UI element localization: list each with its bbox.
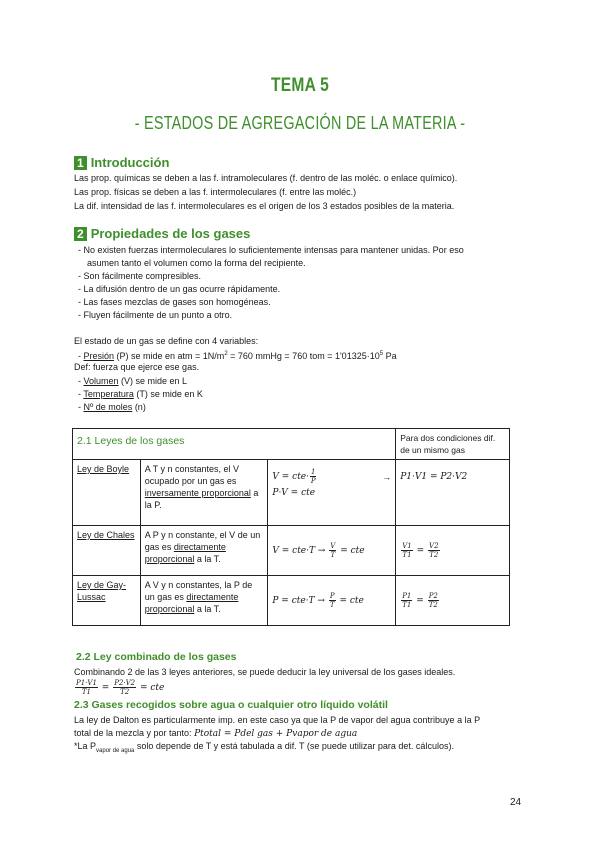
section-2-heading xyxy=(74,226,250,241)
formula-part: P·V = cte xyxy=(272,488,316,498)
formula-part: = cte xyxy=(340,546,365,556)
fraction-denominator: T2 xyxy=(428,601,438,609)
dalton-formula: Ptotal = Pdel gas + Pvapor de agua xyxy=(194,729,358,739)
fraction-numerator: P2 xyxy=(428,592,438,600)
law-desc-text: A P y n constante, el V de un gas es xyxy=(144,530,261,552)
pressure-text-3: Pa xyxy=(383,351,397,361)
dalton-note-start: *La P xyxy=(74,741,97,751)
fraction-numerator: P2·V2 xyxy=(114,679,136,687)
law-desc-text: A T y n constantes, el V ocupado por un gas es xyxy=(144,464,240,486)
two-conditions-formula: P1·V1 = P2·V2 xyxy=(400,472,468,482)
table-row xyxy=(73,526,510,576)
formula-part: = cte xyxy=(139,683,165,693)
volume-line xyxy=(78,376,187,387)
law-desc-gay-lussac xyxy=(140,576,268,626)
fraction-denominator: T xyxy=(330,551,336,559)
equals-sign: = xyxy=(416,596,424,606)
formula-fraction xyxy=(113,679,136,696)
pressure-definition: Def: fuerza que ejerce ese gas. xyxy=(74,362,200,372)
section-2-2-text: Combinando 2 de las 3 leyes anteriores, se puede deducir la ley universal de los gases ideales. xyxy=(74,667,456,677)
formula-fraction xyxy=(329,592,336,609)
fraction-denominator: T2 xyxy=(429,551,439,559)
fraction-denominator: T1 xyxy=(81,688,92,696)
property-bullet-1-cont: asumen tanto el volumen como la forma del recipiente. xyxy=(87,258,306,268)
formula-fraction xyxy=(401,592,412,609)
law-desc-underlined: directamente proporcional xyxy=(144,592,239,614)
section-1-title: Introducción xyxy=(90,155,170,170)
arrow-icon: → xyxy=(382,471,392,482)
equals-sign: = xyxy=(101,683,110,693)
moles-text: (n) xyxy=(132,402,146,412)
section-1-heading xyxy=(74,155,169,170)
section-1-number: 1 xyxy=(74,156,87,170)
formula-fraction xyxy=(329,542,336,559)
fraction-denominator: T2 xyxy=(120,688,130,696)
property-bullet-5: - Fluyen fácilmente de un punto a otro. xyxy=(78,310,233,320)
combined-law-formula xyxy=(74,679,164,696)
table-title: 2.1 Leyes de los gases xyxy=(73,429,396,460)
gas-laws-table xyxy=(72,428,510,626)
state-intro: El estado de un gas se define con 4 variables: xyxy=(74,336,259,346)
formula-part: P = cte·T → xyxy=(272,596,325,606)
law-name-text: Ley de Boyle xyxy=(77,464,130,474)
law-desc-underlined: inversamente proporcional xyxy=(144,488,251,498)
dalton-line-2 xyxy=(74,728,357,740)
pressure-text-1: (P) se mide en atm = 1N/m xyxy=(114,351,225,361)
pressure-dash: - xyxy=(78,351,84,361)
pressure-text-2: = 760 mmHg = 760 tom = 1'01325·10 xyxy=(227,351,380,361)
page-number: 24 xyxy=(510,797,522,808)
fraction-numerator: P1 xyxy=(402,592,412,600)
law-name-gay-lussac xyxy=(73,576,141,626)
fraction-numerator: V1 xyxy=(402,542,412,550)
law-name-charles xyxy=(73,526,141,576)
temperature-dash: - xyxy=(78,389,84,399)
law-desc-text: A V y n constantes, la P de un gas es xyxy=(144,580,253,602)
law-desc-underlined: directamente proporcional xyxy=(144,542,226,564)
dalton-note-end: solo depende de T y está tabulada a dif. T (se puede utilizar para det. cálculos). xyxy=(134,741,454,751)
fraction-numerator: 1 xyxy=(311,468,316,476)
table-row xyxy=(73,576,510,626)
law-desc-end: a la T. xyxy=(194,554,221,564)
dalton-line-1: La ley de Dalton es particularmente imp. en este caso ya que la P de vapor del agua contribuye a la P xyxy=(74,715,481,725)
intro-line-3: La dif. intensidad de las f. intermoleculares es el origen de los 3 estados posibles de la materia. xyxy=(74,201,455,211)
document-title: TEMA 5 xyxy=(270,75,330,96)
pressure-sup-2: 5 xyxy=(379,351,384,357)
fraction-numerator: P1·V1 xyxy=(76,679,97,687)
law-two-conditions-charles xyxy=(396,526,510,576)
table-row xyxy=(73,460,510,526)
fraction-denominator: T1 xyxy=(402,551,412,559)
moles-line xyxy=(78,402,146,413)
law-formula-boyle xyxy=(268,460,396,526)
law-two-conditions-boyle xyxy=(396,460,510,526)
property-bullet-4: - Las fases mezclas de gases son homogéneas. xyxy=(78,297,271,307)
table-two-conditions-header: Para dos condiciones dif. de un mismo gas xyxy=(396,429,510,460)
equals-sign: = xyxy=(416,546,425,556)
law-desc-end: a la P. xyxy=(144,488,259,510)
volume-text: (V) se mide en L xyxy=(118,376,188,386)
dalton-note xyxy=(74,741,454,757)
fraction-numerator: V xyxy=(330,542,336,550)
formula-part: V = cte·T → xyxy=(272,546,326,556)
fraction-numerator: V2 xyxy=(429,542,439,550)
volume-dash: - xyxy=(78,376,84,386)
document-subtitle: - ESTADOS DE AGREGACIÓN DE LA MATERIA - xyxy=(134,113,466,133)
pressure-line xyxy=(78,349,397,362)
dalton-line-2-text: total de la mezcla y por tanto: xyxy=(74,728,195,738)
intro-line-2: Las prop. físicas se deben a las f. intermoleculares (f. entre las moléc.) xyxy=(74,187,357,197)
section-2-title: Propiedades de los gases xyxy=(90,226,251,241)
formula-fraction xyxy=(310,468,316,485)
section-2-number: 2 xyxy=(74,227,87,241)
property-bullet-3: - La difusión dentro de un gas ocurre rápidamente. xyxy=(78,284,281,294)
formula-fraction xyxy=(75,679,98,696)
law-formula-gay-lussac xyxy=(268,576,396,626)
fraction-denominator: P xyxy=(310,477,316,485)
formula-part: V = cte· xyxy=(272,472,309,482)
formula-part: = cte xyxy=(339,596,364,606)
law-formula-charles xyxy=(268,526,396,576)
law-desc-charles xyxy=(140,526,268,576)
property-bullet-2: - Son fácilmente compresibles. xyxy=(78,271,202,281)
moles-dash: - xyxy=(78,402,84,412)
law-name-boyle xyxy=(73,460,141,526)
formula-fraction xyxy=(428,592,439,609)
law-desc-end: a la T. xyxy=(194,604,221,614)
law-name-text: Ley de Gay-Lussac xyxy=(77,580,127,602)
fraction-denominator: T xyxy=(329,601,335,609)
formula-fraction xyxy=(428,542,440,559)
dalton-note-subscript: vapor de agua xyxy=(96,747,135,754)
section-2-2-heading: 2.2 Ley combinado de los gases xyxy=(76,651,237,663)
temperature-text: (T) se mide en K xyxy=(133,389,203,399)
intro-line-1: Las prop. químicas se deben a las f. intramoleculares (f. dentro de las moléc. o enlace químico). xyxy=(74,173,458,183)
law-two-conditions-gay-lussac xyxy=(396,576,510,626)
temperature-line xyxy=(78,389,203,400)
pressure-label: Presión xyxy=(83,351,115,361)
volume-label: Volumen xyxy=(83,376,119,386)
fraction-denominator: T1 xyxy=(402,601,412,609)
law-name-text: Ley de Chales xyxy=(77,530,135,540)
fraction-numerator: P xyxy=(329,592,335,600)
law-desc-boyle xyxy=(140,460,268,526)
temperature-label: Temperatura xyxy=(83,389,134,399)
property-bullet-1: - No existen fuerzas intermoleculares lo suficientemente intensas para mantener unidas. Por eso xyxy=(78,245,464,255)
table-header-row xyxy=(73,429,510,460)
section-2-3-heading: 2.3 Gases recogidos sobre agua o cualquier otro líquido volátil xyxy=(74,699,388,711)
formula-fraction xyxy=(401,542,413,559)
moles-label: Nº de moles xyxy=(83,402,133,412)
pressure-sup-1: 2 xyxy=(224,351,228,357)
